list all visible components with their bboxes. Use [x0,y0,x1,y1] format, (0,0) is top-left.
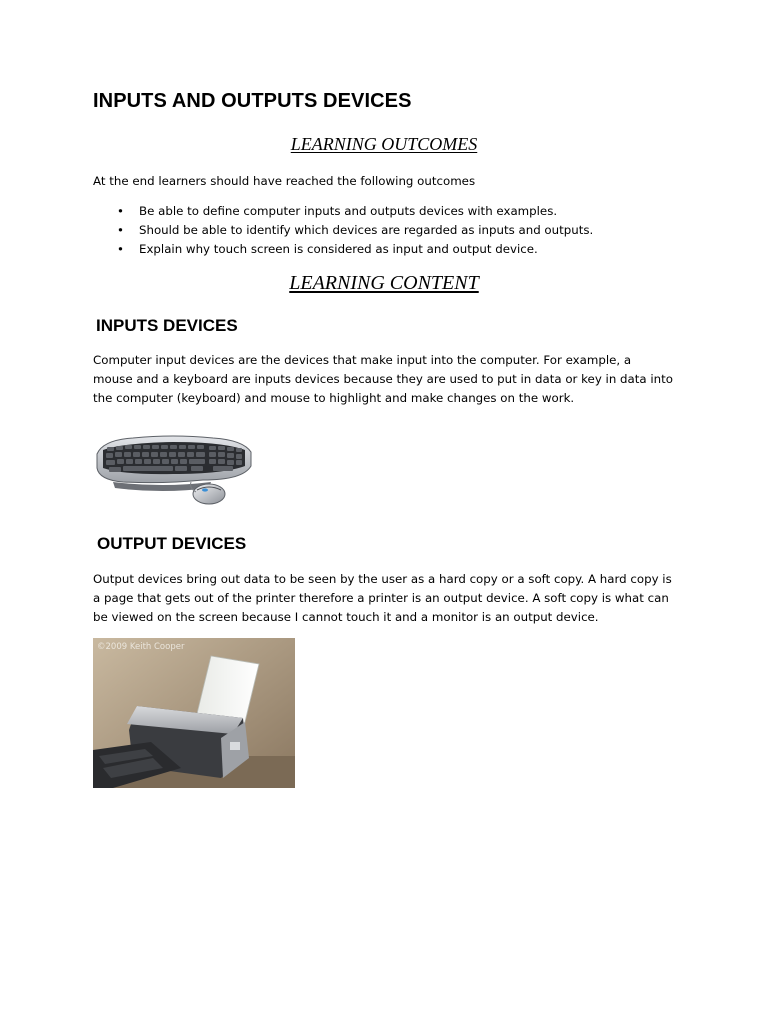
list-item [93,240,593,259]
outcomes-list [93,202,593,259]
list-item [93,221,593,240]
learning-outcomes-heading: LEARNING OUTCOMES [290,134,478,154]
outcomes-intro-text: At the end learners should have reached the following outcomes [93,174,476,188]
bullet-icon: • [117,242,124,256]
bullet-icon: • [117,223,124,237]
inputs-devices-paragraph: Computer input devices are the devices that make input into the computer. For example, a mouse and a keyboard are inputs devices because they are used to put in data or key in data into the computer (keyboard) and mouse to highlight and make changes on the work. [93,353,673,405]
output-devices-heading: OUTPUT DEVICES [97,534,247,553]
learning-content-heading: LEARNING CONTENT [289,272,479,294]
printer-photo [93,638,295,788]
document-title: INPUTS AND OUTPUTS DEVICES [93,90,412,112]
list-item-text: Be able to define computer inputs and outputs devices with examples. [139,204,558,218]
list-item-text: Explain why touch screen is considered as input and output device. [139,242,538,256]
bullet-icon: • [117,204,124,218]
output-devices-paragraph: Output devices bring out data to be seen by the user as a hard copy or a soft copy. A hard copy is a page that gets out of the printer therefore a printer is an output device. A soft copy is what can be viewed on the screen because I cannot touch it and a monitor is an output device. [93,572,672,624]
keyboard-and-mouse-image [93,432,253,510]
list-item [93,202,593,221]
photo-watermark: ©2009 Keith Cooper [97,642,185,652]
list-item-text: Should be able to identify which devices are regarded as inputs and outputs. [139,223,594,237]
inputs-devices-heading: INPUTS DEVICES [96,316,238,335]
